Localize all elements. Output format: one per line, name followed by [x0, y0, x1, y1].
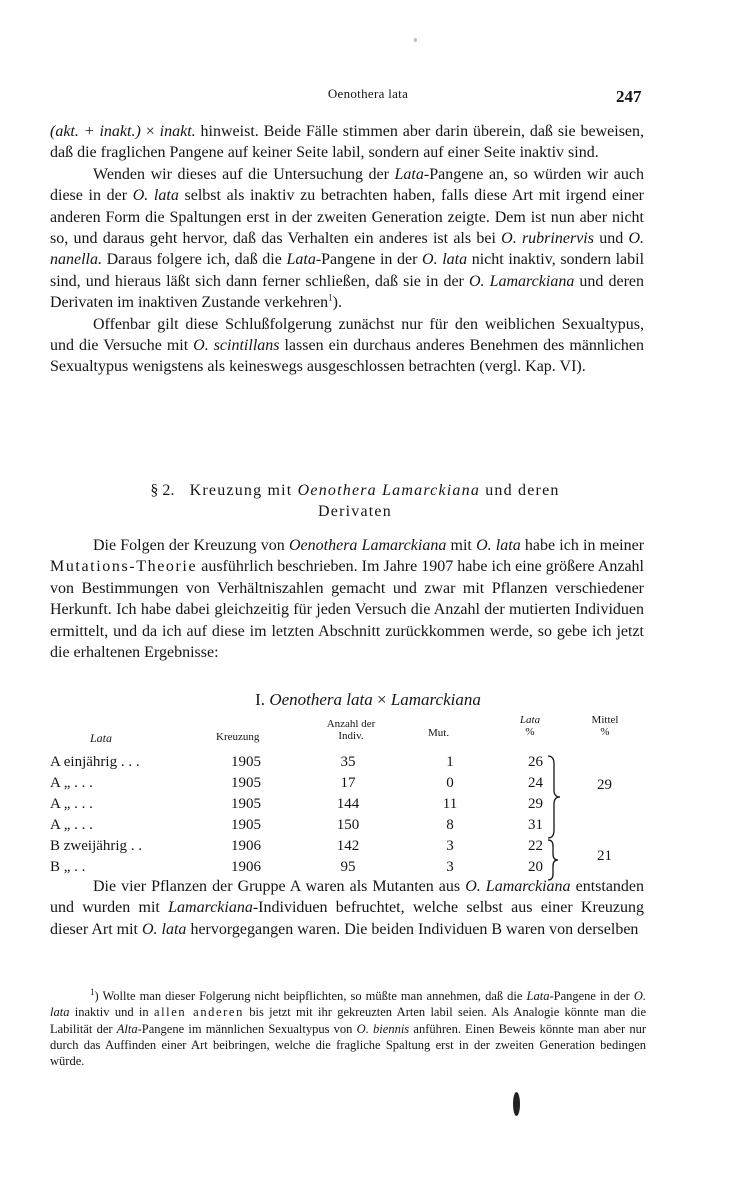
paragraph-5 — [50, 876, 644, 940]
species-oenothera-lamarckiana: Oenothera Lamarckiana — [288, 537, 447, 554]
species-o-lata: O. lata — [422, 251, 468, 269]
footnote-1 — [50, 988, 646, 1069]
section-title-a: Kreuzung mit — [189, 482, 293, 499]
caption-species-a: Oenothera lata — [269, 690, 373, 709]
row-mut: 3 — [446, 859, 454, 875]
term-lata: Lata — [394, 165, 424, 183]
row-indiv: 95 — [340, 859, 356, 875]
fn-text-c: inaktiv und in — [74, 1005, 149, 1020]
footnote — [50, 988, 646, 1069]
header-lata: Lata — [90, 731, 113, 745]
row-label: A „ . . . — [50, 775, 93, 791]
p2-text-g: nicht inaktiv, sondern labil sind, und hieraus läßt sich dann ferner schließen, daß sie in der — [50, 251, 645, 290]
paper-speck — [414, 38, 417, 42]
paragraph-4 — [50, 535, 644, 663]
species-o-lamarckiana: O. Lamarckiana — [468, 272, 575, 290]
row-mut: 1 — [446, 754, 454, 770]
header-mut: Mut. — [428, 727, 450, 739]
fn-text-b: -Pangene in der — [549, 989, 630, 1003]
p2-text-a: Wenden wir dieses auf die Untersuchung der — [93, 165, 389, 183]
table-caption — [0, 690, 736, 710]
p4-text-b: mit — [450, 537, 472, 554]
header-mittel-line-2: % — [600, 726, 610, 738]
ink-blot — [513, 1092, 520, 1116]
section-title-c: Derivaten — [318, 503, 392, 520]
species-o-rubrinervis: O. rubrinervis — [501, 230, 594, 248]
species-o-lata: O. lata — [132, 187, 179, 205]
book-title-mutations-theorie: Mutations-Theorie — [50, 558, 198, 576]
row-pct: 29 — [528, 796, 543, 812]
text-block-middle — [50, 535, 644, 663]
row-mut: 11 — [442, 796, 458, 812]
running-title: Oenothera lata — [327, 86, 409, 101]
p2-text-d: und — [599, 230, 624, 248]
mittel-group-b: 21 — [597, 848, 612, 864]
term-lata: Lata — [286, 251, 316, 269]
header-lata-percent-line-2: % — [525, 726, 535, 738]
species-o-lata: O. lata — [141, 920, 187, 938]
fn-text-a: ) Wollte man dieser Folgerung nicht beipflichten, so müßte man annehmen, daß die — [94, 989, 523, 1003]
times-sign: × — [145, 123, 155, 140]
row-indiv: 150 — [336, 817, 360, 833]
header-mittel — [585, 714, 625, 738]
p2-text-e: Daraus folgere ich, daß die — [106, 251, 282, 269]
row-mut: 8 — [446, 817, 454, 833]
p5-text-d: hervorgegangen waren. Die beiden Individuen B waren von derselben — [190, 920, 639, 938]
header-anzahl-line-2: Indiv. — [338, 730, 364, 742]
section-title-b: und deren — [485, 482, 560, 499]
section-heading — [60, 480, 650, 522]
paragraph-1 — [50, 121, 644, 164]
fn-text-e: -Pangene im männlichen Sexualtypus von — [137, 1021, 353, 1036]
row-label: B „ . . — [50, 859, 86, 875]
row-mut: 0 — [446, 775, 454, 791]
row-indiv: 35 — [340, 754, 356, 770]
p4-text-c: habe ich in meiner — [524, 537, 645, 554]
text-block-lower — [50, 876, 644, 940]
fn-spaced-allen-anderen: allen anderen — [153, 1005, 244, 1020]
term-lamarckiana: Lamarckiana — [168, 899, 253, 917]
header-kreuzung: Kreuzung — [216, 731, 260, 743]
paragraph-2 — [50, 164, 644, 314]
p2-text-b: -Pangene an, so würden wir auch diese in der — [50, 165, 645, 205]
header-mittel-line-1: Mittel — [591, 714, 619, 726]
p2-text-h: und deren Derivaten im inaktiven Zustande verkehren — [50, 272, 645, 312]
row-label: B zweijährig . . — [50, 838, 143, 854]
header-lata-percent — [510, 714, 550, 738]
species-o-nanella: O. nanella. — [50, 230, 645, 269]
header-anzahl-line-1: Anzahl der — [326, 718, 376, 730]
species-o-scintillans: O. scintillans — [193, 337, 280, 355]
fn-text-f: anführen. Einen Beweis könnte man aber nur durch das Auffinden einer Art beibringen, welche die fragliche Spaltung erst in der zweiten Generation bedingen würde. — [50, 1021, 647, 1069]
term-lata: Lata — [526, 989, 550, 1003]
text-block-upper — [50, 121, 644, 378]
row-pct: 20 — [528, 859, 543, 875]
row-year: 1906 — [231, 859, 261, 875]
paragraph-1-text: hinweist. Beide Fälle stimmen aber darin überein, daß sie beweisen, daß die fraglichen Pangene auf keiner Seite labil, sondern auf einer Seite inaktiv sind. — [50, 123, 645, 162]
brace-group-a — [546, 754, 562, 840]
row-pct: 31 — [528, 817, 543, 833]
paragraph-3 — [50, 314, 644, 378]
table-number: I. — [255, 690, 266, 709]
p2-text-f: -Pangene in der — [315, 251, 418, 269]
p5-text-c: -Individuen befruchtet, welche selbst aus einer Kreuzung dieser Art mit — [50, 899, 645, 938]
formula-akt-inakt: (akt. + inakt.) — [50, 123, 141, 140]
p5-text-a: Die vier Pflanzen der Gruppe A waren als Mutanten aus — [93, 878, 461, 895]
header-lata-percent-line-1: Lata — [519, 714, 541, 726]
species-o-lata: O. lata — [50, 989, 646, 1020]
page-number: 247 — [616, 87, 642, 106]
term-alta: Alta — [116, 1021, 138, 1036]
row-year: 1905 — [231, 817, 261, 833]
p4-text-d: ausführlich beschrieben. Im Jahre 1907 habe ich eine größere Anzahl von Bestimmungen von Verhältniszahlen gemacht und zwar mit Pflanzen verschiedener Herkunft. Ich habe dabei gleichzeitig für jeden Versuch die Anzahl der mutierten Individuen ermittelt, und da ich auf diese im letzten Abschnitt zurückkommen werde, so gebe ich jetzt die erhaltenen Ergebnisse: — [50, 558, 645, 662]
p2-text-c: selbst als inaktiv zu betrachten haben, falls diese Art mit irgend einer anderen Form die Spaltungen erst in der zweiten Generation zeigte. Dem ist nun aber nicht so, und daraus geht hervor, daß das Verhalten ein anderes ist als bei — [50, 187, 645, 248]
species-o-lata: O. lata — [476, 537, 521, 554]
row-indiv: 144 — [336, 796, 360, 812]
footnote-mark: 1 — [90, 986, 95, 997]
p5-text-b: entstanden und wurden mit — [50, 878, 645, 917]
caption-times-sign: × — [376, 690, 387, 709]
row-year: 1906 — [231, 838, 261, 854]
mittel-group-a: 29 — [597, 777, 612, 793]
row-label: A „ . . . — [50, 796, 93, 812]
row-year: 1905 — [231, 754, 261, 770]
caption-species-b: Lamarckiana — [390, 690, 481, 709]
row-year: 1905 — [231, 796, 261, 812]
species-o-lamarckiana: O. Lamarckiana — [465, 878, 571, 895]
footnote-ref: 1 — [328, 292, 333, 303]
section-number: § 2. — [150, 482, 175, 499]
row-pct: 22 — [528, 838, 543, 854]
row-label: A einjährig . . . — [50, 754, 140, 770]
fn-text-d: bis jetzt mit ihr gekreuzten Arten labil seien. Als Analogie könnte man die Labilität der — [50, 1005, 647, 1036]
row-label: A „ . . . — [50, 817, 93, 833]
row-mut: 3 — [446, 838, 454, 854]
species-o-biennis: O. biennis — [356, 1021, 410, 1036]
formula-inakt: inakt. — [159, 123, 196, 140]
row-indiv: 17 — [340, 775, 356, 791]
p4-text-a: Die Folgen der Kreuzung von — [93, 537, 285, 554]
p3-text-b: lassen ein durchaus anderes Benehmen des männlichen Sexualtypus wenigstens als keineswegs ausgeschlossen betrachten (vergl. Kap. VI). — [50, 337, 645, 376]
p3-text-a: Offenbar gilt diese Schlußfolgerung zunächst nur für den weiblichen Sexualtypus, und die Versuche mit — [50, 315, 644, 355]
section-title-species: Oenothera Lamarckiana — [297, 482, 481, 499]
row-year: 1905 — [231, 775, 261, 791]
row-pct: 24 — [528, 775, 543, 791]
row-indiv: 142 — [336, 838, 360, 854]
header-anzahl — [306, 718, 396, 742]
p2-text-i: ). — [332, 294, 342, 312]
row-pct: 26 — [528, 754, 543, 770]
